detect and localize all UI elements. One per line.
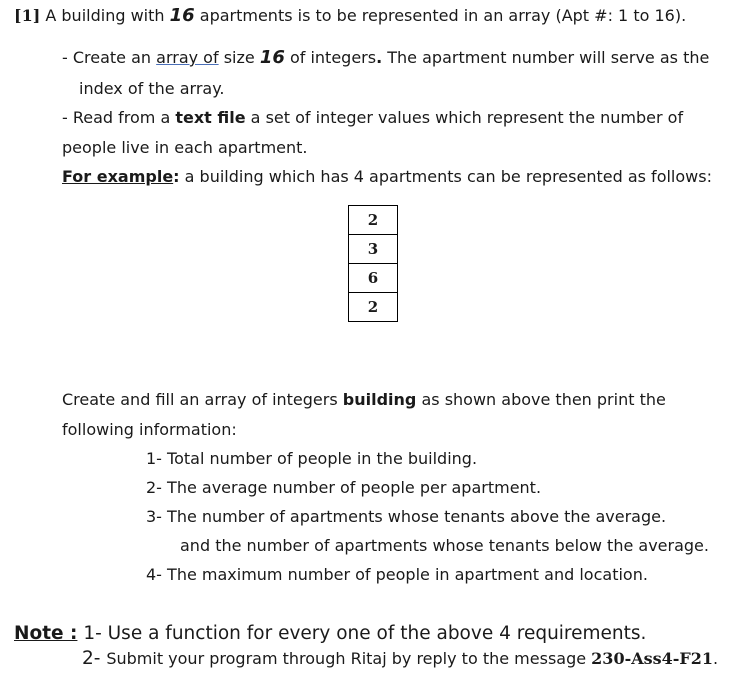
array-size: 16: [259, 47, 285, 68]
bullet1-dot: .: [376, 48, 383, 67]
note-line: [14, 624, 646, 644]
note-line-2: [82, 649, 718, 669]
array-word: array of: [156, 48, 219, 67]
bullet-create-array-cont: index of the array.: [79, 79, 225, 98]
array-cell: 3: [349, 235, 398, 264]
array-cell: 2: [349, 293, 398, 322]
bullet-read-file-cont: people live in each apartment.: [62, 138, 308, 157]
requirement-3-cont: and the number of apartments whose tenants below the average.: [180, 536, 709, 555]
array-cell: 6: [349, 264, 398, 293]
example-line: [62, 167, 712, 187]
example-colon: :: [173, 167, 180, 186]
array-cell: 2: [349, 206, 398, 235]
problem-statement: [14, 6, 686, 26]
bullet1-text: - Create an: [62, 48, 157, 67]
note-text: 1- Use a function for every one of the above 4 requirements.: [77, 623, 647, 644]
requirement-3: 3- The number of apartments whose tenants above the average.: [146, 507, 667, 526]
bullet2-tail: a set of integer values which represent the number of: [245, 108, 684, 127]
building-term: building: [342, 390, 417, 409]
note2-end: .: [713, 649, 719, 668]
task-line-cont: following information:: [62, 420, 237, 439]
note2-text: Submit your program through Ritaj by reply to the message: [106, 649, 592, 668]
problem-text-cont: apartments is to be represented in an array (Apt #: 1 to 16).: [194, 6, 687, 25]
message-code: 230-Ass4-F21: [591, 649, 714, 668]
text-file-term: text file: [175, 108, 246, 127]
task-text: Create and fill an array of integers: [62, 390, 343, 409]
bullet1-tail: The apartment number will serve as the: [382, 48, 710, 67]
task-tail: as shown above then print the: [416, 390, 666, 409]
example-text: a building which has 4 apartments can be represented as follows:: [179, 167, 712, 186]
bullet1-size-text: size: [218, 48, 260, 67]
problem-number: [1]: [14, 6, 41, 25]
note-label: Note :: [14, 623, 78, 644]
apartment-count: 16: [169, 5, 195, 26]
example-array-table: [348, 205, 398, 322]
requirement-4: 4- The maximum number of people in apartment and location.: [146, 565, 648, 584]
problem-text: A building with: [40, 6, 170, 25]
bullet2-text: - Read from a: [62, 108, 176, 127]
requirement-1: 1- Total number of people in the building.: [146, 449, 478, 468]
task-line: [62, 390, 666, 410]
requirement-2: 2- The average number of people per apartment.: [146, 478, 542, 497]
note2-number: 2-: [82, 648, 107, 669]
example-label: For example: [62, 167, 174, 186]
bullet-read-file: [62, 108, 683, 128]
bullet1-integers: of integers: [284, 48, 377, 67]
bullet-create-array: [62, 48, 709, 68]
